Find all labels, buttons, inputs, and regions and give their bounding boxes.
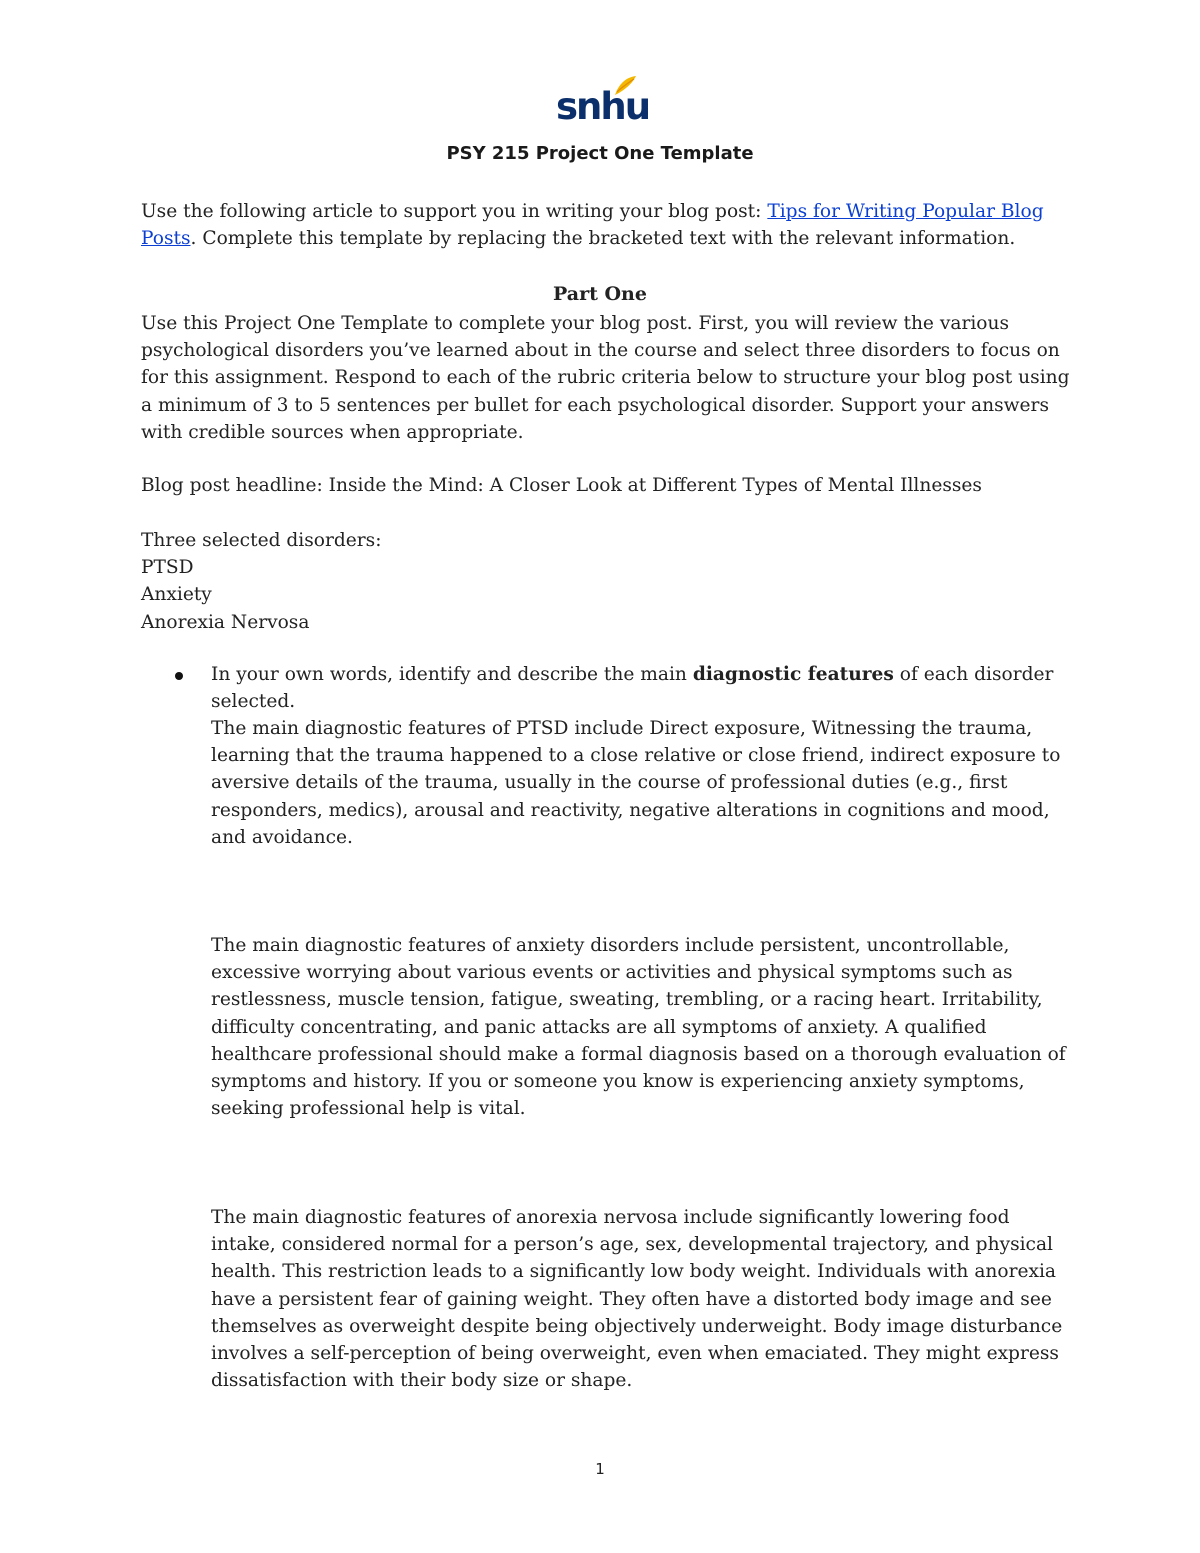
bullet-prompt (211, 661, 1071, 715)
ptsd-answer: The main diagnostic features of PTSD include Direct exposure, Witnessing the trauma, learning that the trauma happened to a close relative or close friend, indirect exposure to aversive details of the trauma, usually in the course of professional duties (e.g., first responders, medics), arousal and reactivity, negative alterations in cognitions and mood, and avoidance. (211, 718, 1061, 848)
bullet-icon (175, 672, 183, 680)
intro-paragraph (141, 198, 1071, 252)
bullet-text-after: of each disorder selected. (211, 664, 1054, 713)
blog-headline: Blog post headline: Inside the Mind: A Closer Look at Different Types of Mental Illnesses (141, 475, 982, 496)
snhu-logo (556, 75, 650, 131)
disorders-list (141, 527, 1071, 636)
bullet-text-bold: diagnostic features (692, 664, 894, 685)
intro-text-after: . Complete this template by replacing the bracketed text with the relevant information. (190, 228, 1016, 250)
part-one-heading: Part One (553, 283, 647, 305)
bullet-text-before: In your own words, identify and describe the main (211, 664, 693, 685)
anorexia-answer: The main diagnostic features of anorexia nervosa include significantly lowering food intake, considered normal for a person’s age, sex, developmental trajectory, and physical health. This restriction leads to a significantly low body weight. Individuals with anorexia have a persistent fear of gaining weight. They often have a distorted body image and see themselves as overweight despite being objectively underweight. Body image disturbance involves a self-perception of being overweight, even when emaciated. They might express dissatisfaction with their body size or shape. (211, 1207, 1063, 1392)
intro-text-before: Use the following article to support you in writing your blog post: (141, 201, 768, 222)
page-title: PSY 215 Project One Template (446, 143, 754, 164)
page-number: 1 (595, 1460, 605, 1478)
logo-text: snhu (556, 85, 650, 128)
part-one-text: Use this Project One Template to complete your blog post. First, you will review the various psychological disorders you’ve learned about in the course and select three disorders to focus on for this assignment. Respond to each of the rubric criteria below to structure your blog post using a minimum of 3 to 5 sentences per bullet for each psychological disorder. Support your answers with credible sources when appropriate. (141, 313, 1070, 443)
disorders-label: Three selected disorders: (141, 530, 382, 551)
disorder-item: Anxiety (141, 584, 212, 606)
anxiety-answer: The main diagnostic features of anxiety disorders include persistent, uncontrollable, excessive worrying about various events or activities and physical symptoms such as restlessness, muscle tension, fatigue, sweating, trembling, or a racing heart. Irritability, difficulty concentrating, and panic attacks are all symptoms of anxiety. A qualified healthcare professional should make a formal diagnosis based on a thorough evaluation of symptoms and history. If you or someone you know is experiencing anxiety symptoms, seeking professional help is vital. (211, 935, 1066, 1120)
disorder-item: Anorexia Nervosa (141, 611, 310, 633)
disorder-item: PTSD (141, 557, 194, 579)
article-link[interactable]: Tips for Writing Popular Blog Posts (141, 201, 1044, 250)
